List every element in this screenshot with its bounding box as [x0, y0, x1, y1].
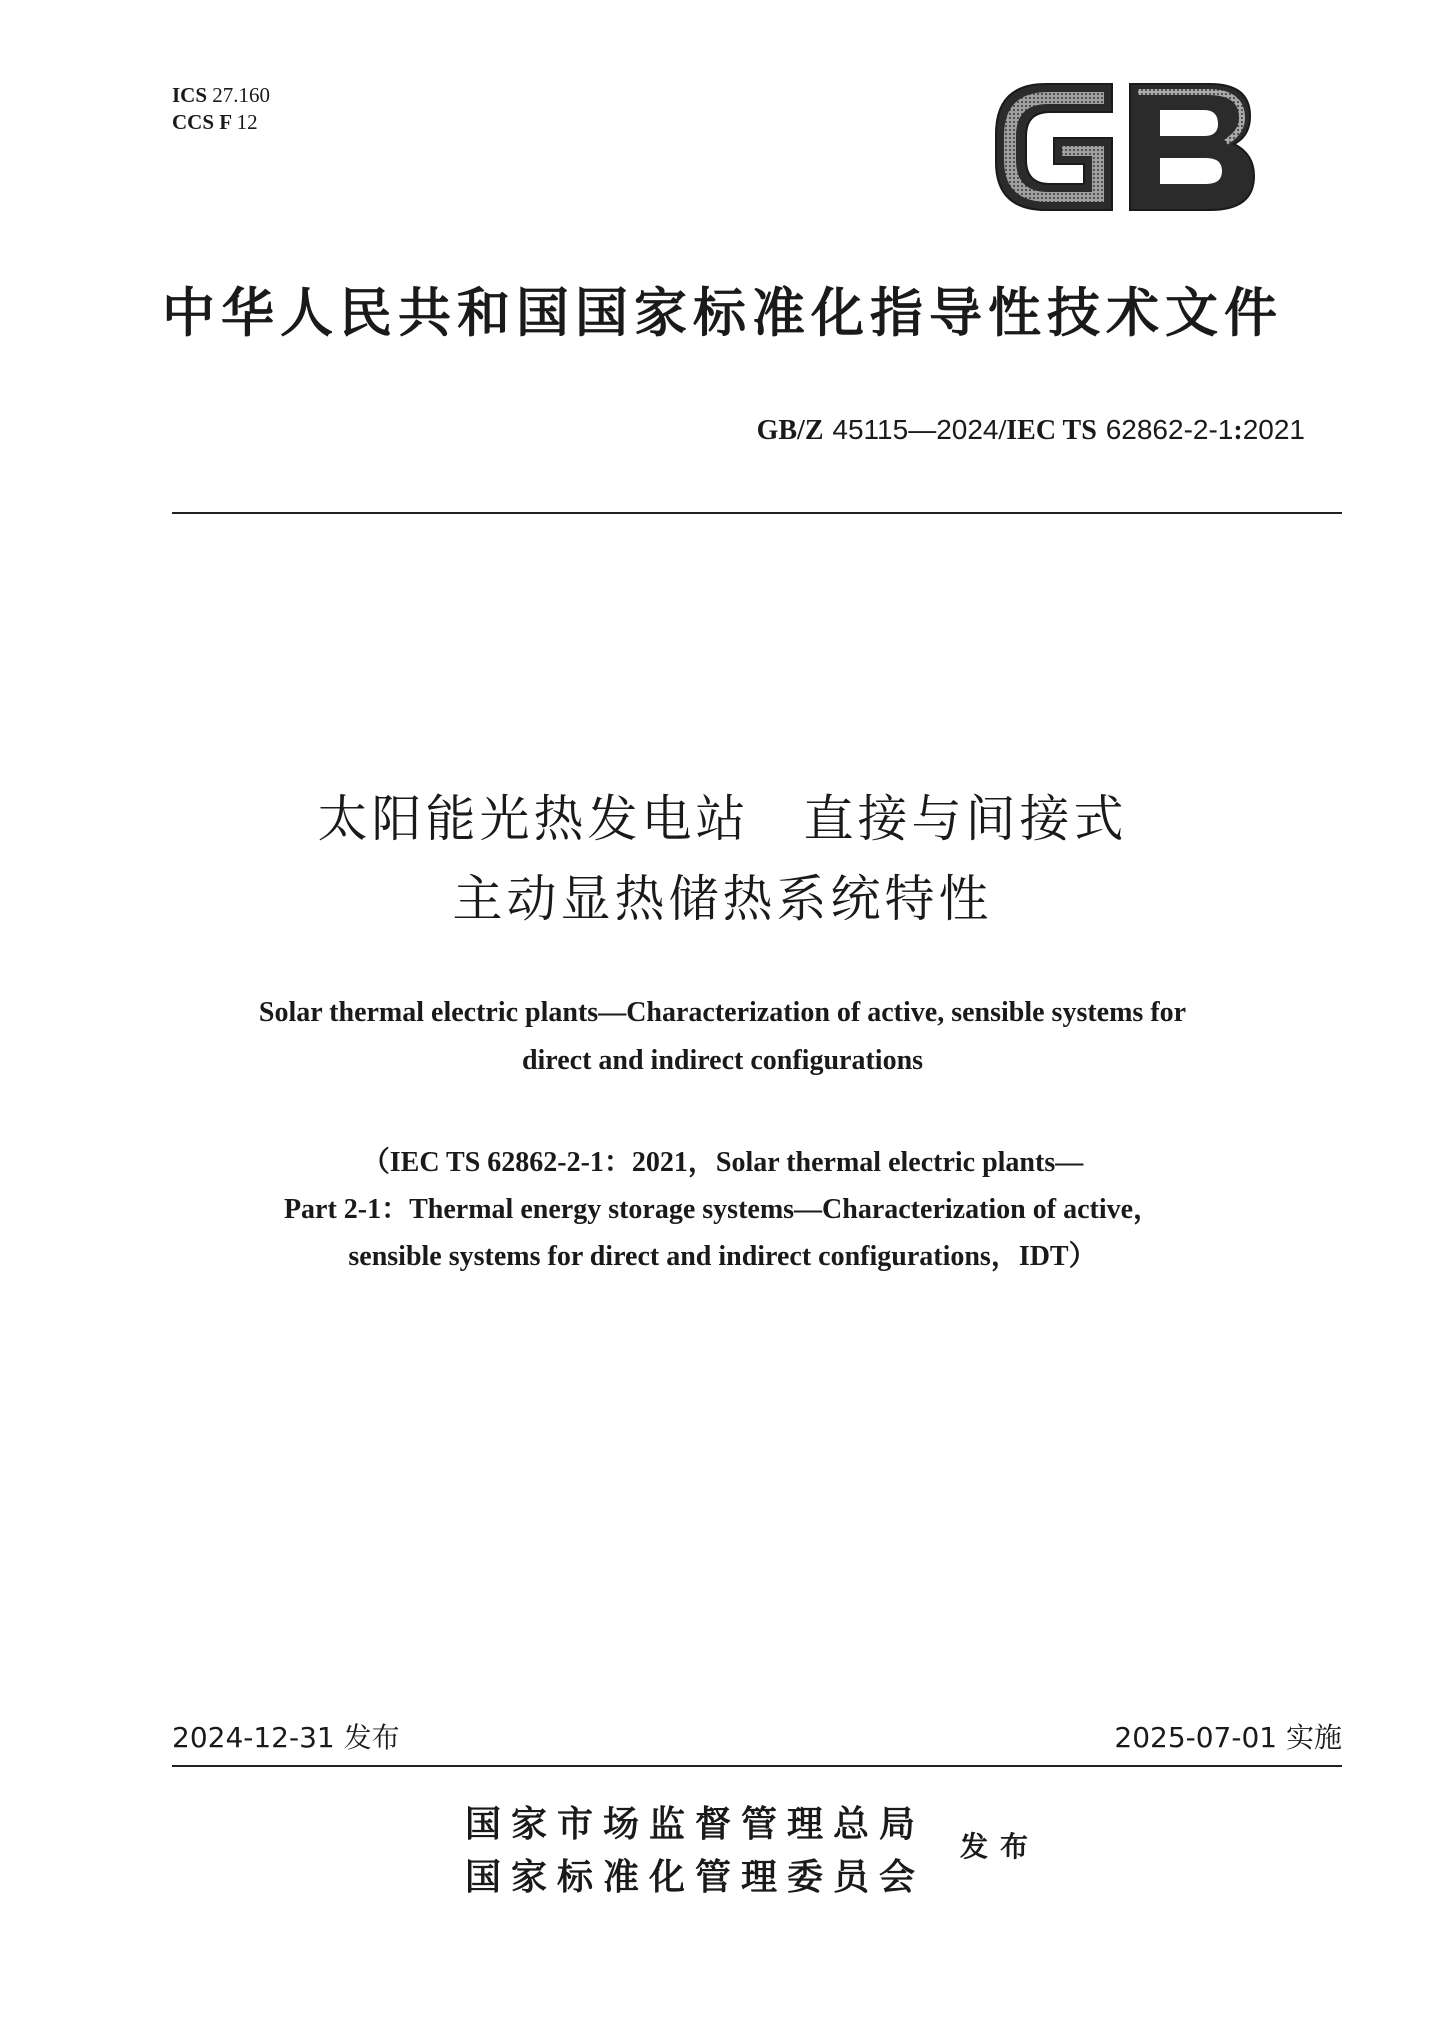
footer-divider [172, 1765, 1342, 1767]
ics-number: 27.160 [212, 83, 271, 107]
classification-codes [172, 82, 270, 136]
issuer-line-2: 国家标准化管理委员会 [465, 1857, 926, 1898]
issue-date: 2024-12-31 发布 [172, 1721, 400, 1754]
iec-number: 62862-2-1 [1105, 414, 1234, 445]
idt-note-line-2: Part 2-1：Thermal energy storage systems—Characterization of active， [283, 1194, 1162, 1225]
title-en-line-1: Solar thermal electric plants—Characterization of active, sensible systems for [258, 997, 1187, 1028]
title-cn-line-1: 太阳能光热发电站 直接与间接式 [317, 790, 1128, 848]
iec-year: 2021 [1242, 414, 1305, 445]
iec-year-separator: : [1233, 415, 1243, 446]
ics-label: ICS [172, 83, 208, 107]
issuer-line-1: 国家市场监督管理总局 [465, 1804, 926, 1845]
standard-number-value: 45115—2024 [832, 414, 999, 445]
gb-logo-icon [984, 72, 1264, 220]
header-divider [172, 512, 1342, 514]
idt-note-line-3: sensible systems for direct and indirect configurations，IDT） [348, 1241, 1097, 1272]
iec-prefix: /IEC TS [998, 415, 1097, 446]
title-en-line-2: direct and indirect configurations [521, 1045, 924, 1076]
ccs-number: 12 [236, 110, 258, 134]
standard-prefix: GB/Z [756, 415, 824, 446]
ccs-code [172, 109, 270, 136]
standard-number [757, 413, 1305, 448]
idt-note-line-1: （IEC TS 62862-2-1：2021，Solar thermal electric plants— [361, 1147, 1084, 1178]
ics-code [172, 82, 270, 109]
ccs-label: CCS F [172, 110, 232, 134]
issue-action: 发布 [960, 1830, 1041, 1863]
title-cn-line-2: 主动显热储热系统特性 [452, 870, 993, 928]
document-kind-heading: 中华人民共和国国家标准化指导性技术文件 [162, 283, 1283, 344]
effective-date: 2025-07-01 实施 [1114, 1721, 1342, 1754]
